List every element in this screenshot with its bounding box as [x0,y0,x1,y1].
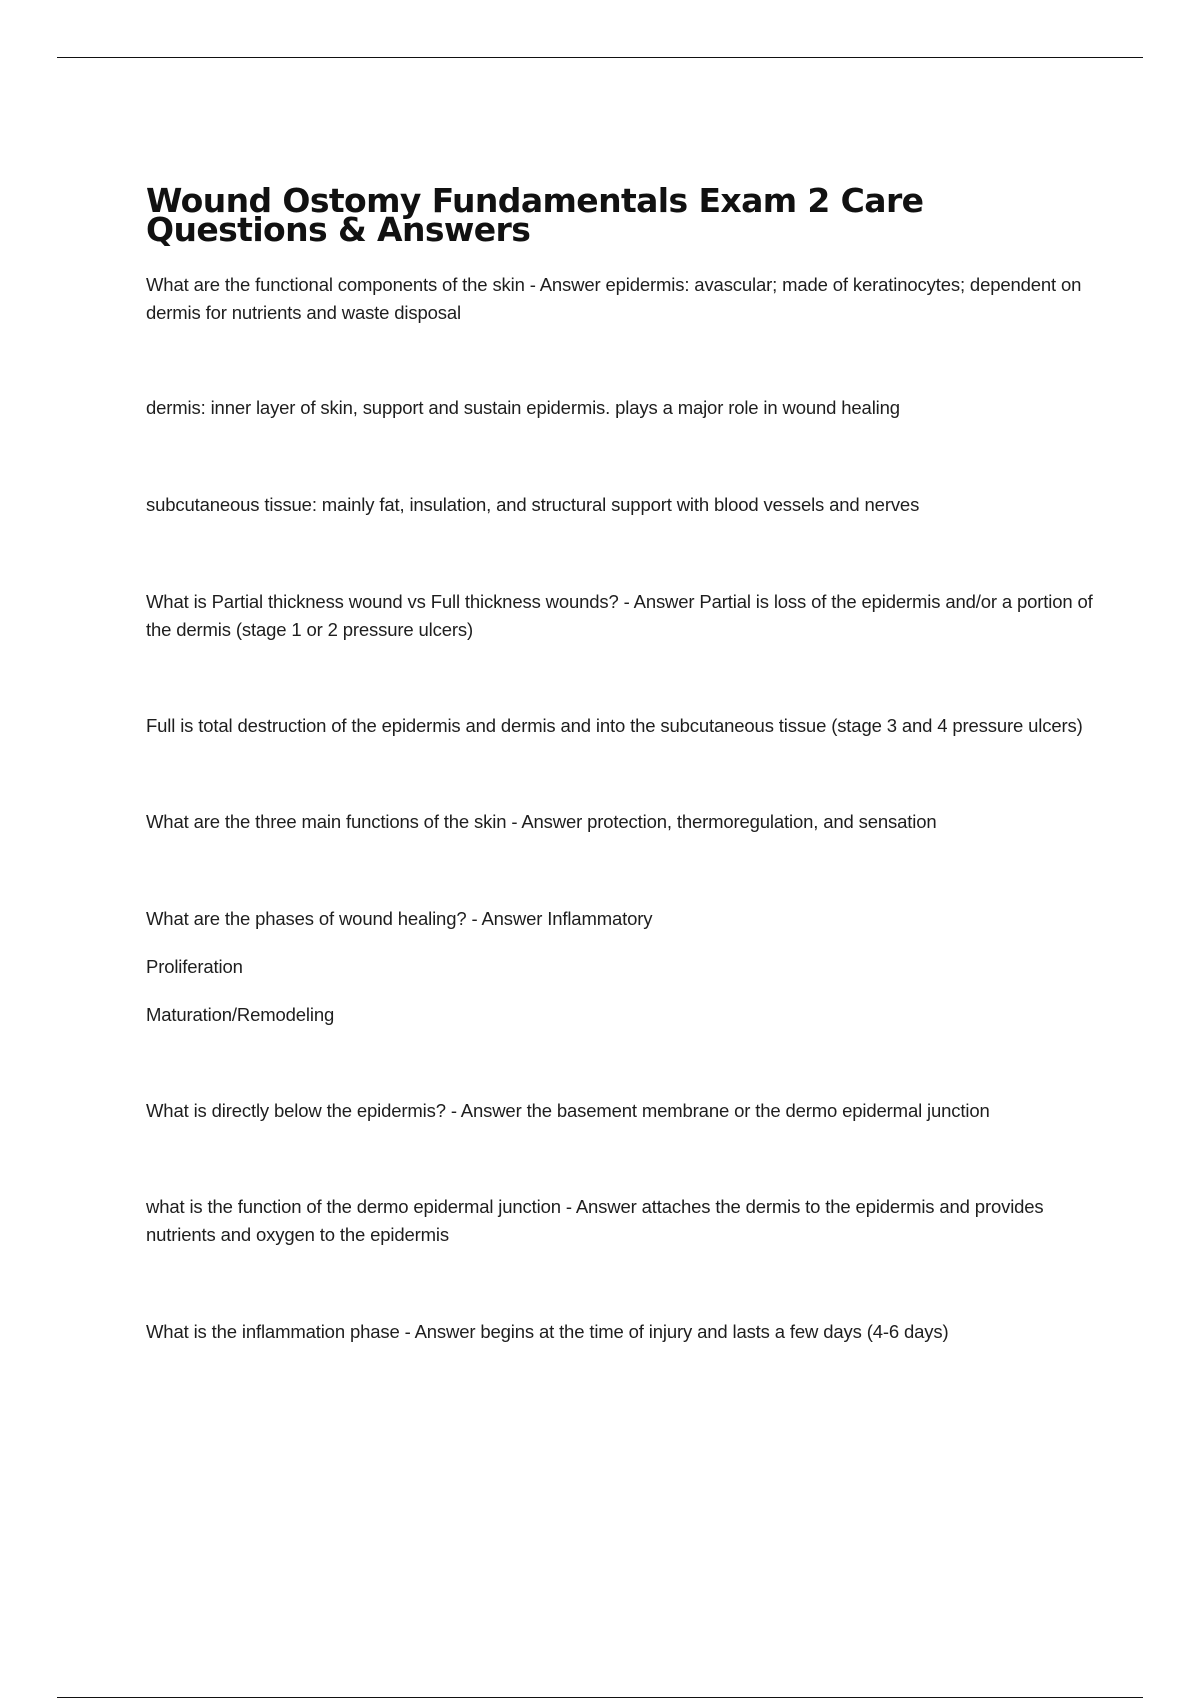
qa-paragraph: What are the phases of wound healing? - Answer Inflammatory [146,908,653,929]
qa-paragraph: What are the functional components of the skin - Answer epidermis: avascular; made of keratinocytes; dependent on dermis for nutrients and waste disposal [146,274,1082,323]
qa-paragraph: What is Partial thickness wound vs Full thickness wounds? - Answer Partial is loss of the epidermis and/or a portion of the dermis (stage 1 or 2 pressure ulcers) [146,591,1093,640]
document-title: Wound Ostomy Fundamentals Exam 2 Care Questions & Answers [146,181,924,249]
qa-paragraph: what is the function of the dermo epidermal junction - Answer attaches the dermis to the epidermis and provides nutrients and oxygen to the epidermis [146,1196,1044,1245]
top-divider [57,57,1143,58]
document-body [146,181,1096,1346]
qa-paragraph: What are the three main functions of the skin - Answer protection, thermoregulation, and sensation [146,811,937,832]
qa-paragraph: dermis: inner layer of skin, support and sustain epidermis. plays a major role in wound healing [146,397,900,418]
qa-paragraph: Full is total destruction of the epidermis and dermis and into the subcutaneous tissue (stage 3 and 4 pressure ulcers) [146,715,1083,736]
qa-paragraph: What is the inflammation phase - Answer begins at the time of injury and lasts a few days (4-6 days) [146,1321,949,1342]
bottom-divider [57,1697,1143,1698]
qa-paragraph: What is directly below the epidermis? - Answer the basement membrane or the dermo epidermal junction [146,1100,990,1121]
qa-paragraph: subcutaneous tissue: mainly fat, insulation, and structural support with blood vessels and nerves [146,494,920,515]
qa-paragraph: Maturation/Remodeling [146,1004,335,1025]
qa-paragraph: Proliferation [146,956,243,977]
